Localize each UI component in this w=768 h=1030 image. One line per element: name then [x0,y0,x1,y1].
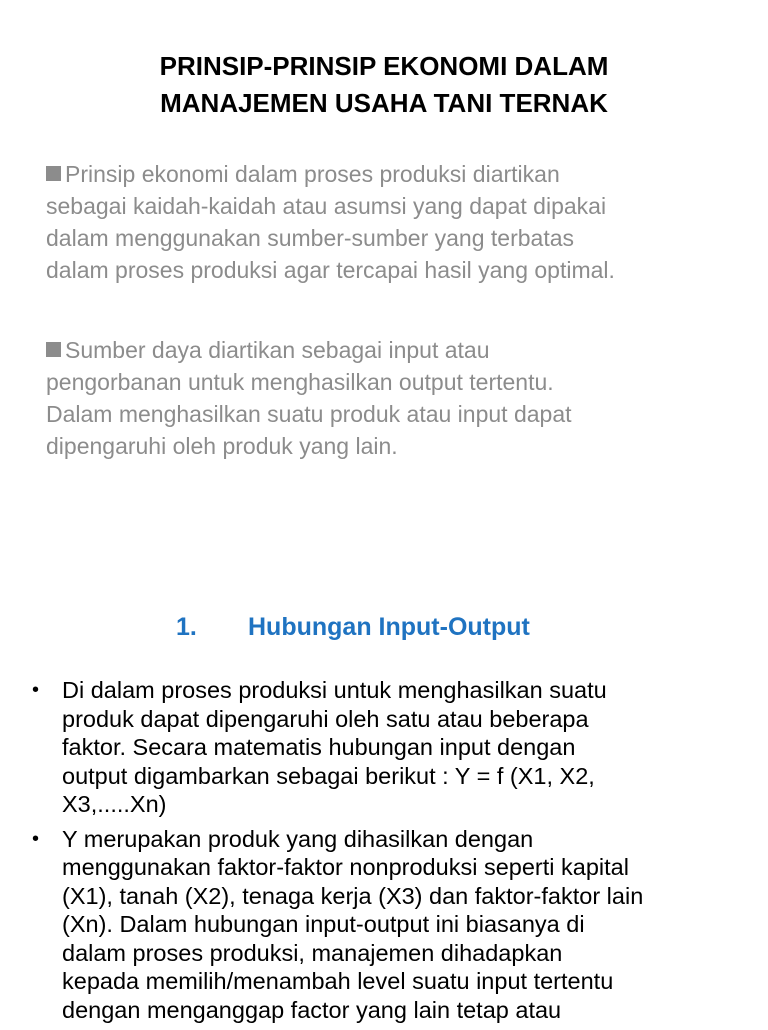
bullet-line: kepada memilih/menambah level suatu input tertentu [62,968,614,994]
section-heading [176,610,530,644]
paragraph-line: Dalam menghasilkan suatu produk atau input dapat [46,401,572,427]
paragraph-line: pengorbanan untuk menghasilkan output tertentu. [46,369,554,395]
section-number: 1. [176,613,197,641]
bullet-dot-icon: • [32,827,40,850]
square-bullet-icon [46,166,61,181]
list-item [30,825,750,1025]
bullet-line: Di dalam proses produksi untuk menghasilkan suatu [62,677,607,703]
intro-paragraph [46,158,736,286]
paragraph-line [46,158,736,190]
title-line: PRINSIP-PRINSIP EKONOMI DALAM [159,51,609,81]
paragraph-line: dipengaruhi oleh produk yang lain. [46,433,398,459]
paragraph-line: sebagai kaidah-kaidah atau asumsi yang dapat dipakai [46,193,607,219]
list-item [30,676,750,819]
paragraph-line: dalam proses produksi agar tercapai hasil yang optimal. [46,257,615,283]
paragraph-text: Prinsip ekonomi dalam proses produksi diartikan [65,161,560,187]
bullet-line: dalam proses produksi, manajemen dihadapkan [62,939,563,966]
bullet-line: (X1), tanah (X2), tenaga kerja (X3) dan faktor-faktor lain [62,882,644,909]
bullet-line: menggunakan faktor-faktor nonproduksi seperti kapital [62,854,629,880]
square-bullet-icon [46,342,61,357]
bullet-line: dengan menganggap factor yang lain tetap atau [62,996,562,1023]
section-title: Hubungan Input-Output [248,613,530,641]
bullet-dot-icon: • [32,679,40,701]
bullet-line: (Xn). Dalam hubungan input-output ini biasanya di [62,911,585,937]
paragraph-line [46,334,736,366]
bullet-list [30,676,750,1030]
page-title [40,48,728,122]
paragraph-text: Sumber daya diartikan sebagai input atau [65,337,490,363]
bullet-line: Y merupakan produk yang dihasilkan dengan [62,825,534,852]
paragraph-line: dalam menggunakan sumber-sumber yang terbatas [46,225,575,251]
bullet-line: output digambarkan sebagai berikut : Y = f (X1, X2, [62,762,595,789]
intro-paragraph [46,334,736,462]
bullet-line: X3,.....Xn) [62,791,167,817]
bullet-line: faktor. Secara matematis hubungan input dengan [62,734,576,760]
bullet-line: produk dapat dipengaruhi oleh satu atau beberapa [62,705,589,732]
title-line: MANAJEMEN USAHA TANI TERNAK [160,88,608,118]
